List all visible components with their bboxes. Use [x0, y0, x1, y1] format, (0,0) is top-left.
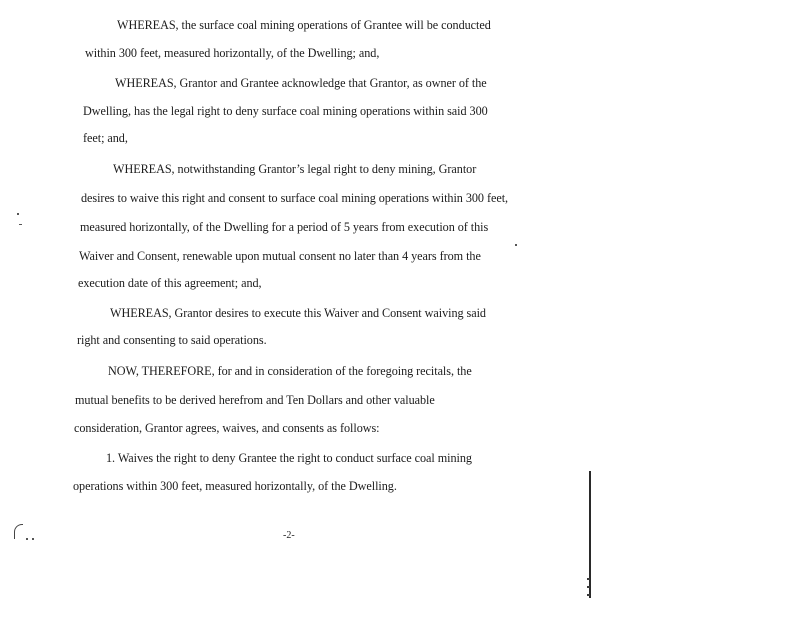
recital-3-line-5: execution date of this agreement; and, [78, 276, 262, 290]
recital-2-line-2: Dwelling, has the legal right to deny surface coal mining operations within said 300 [83, 104, 488, 118]
recital-1-line-1: WHEREAS, the surface coal mining operations of Grantee will be conducted [117, 18, 491, 32]
rule-tick [587, 586, 590, 588]
therefore-line-1: NOW, THEREFORE, for and in consideration of the foregoing recitals, the [108, 364, 472, 378]
scan-speck [32, 538, 34, 540]
scan-speck [515, 244, 517, 246]
scan-mark [14, 524, 23, 539]
recital-2-line-3: feet; and, [83, 131, 128, 145]
recital-1-line-2: within 300 feet, measured horizontally, of the Dwelling; and, [85, 46, 380, 60]
scan-speck [26, 538, 28, 540]
therefore-line-3: consideration, Grantor agrees, waives, and consents as follows: [74, 421, 380, 435]
recital-3-line-3: measured horizontally, of the Dwelling for a period of 5 years from execution of this [80, 220, 489, 234]
page-number: -2- [283, 530, 295, 541]
clause-1-line-2: operations within 300 feet, measured horizontally, of the Dwelling. [73, 479, 397, 493]
therefore-line-2: mutual benefits to be derived herefrom and Ten Dollars and other valuable [75, 393, 435, 407]
scan-speck [19, 224, 22, 225]
scan-speck [17, 213, 19, 215]
recital-3-line-4: Waiver and Consent, renewable upon mutual consent no later than 4 years from the [79, 249, 481, 263]
recital-4-line-1: WHEREAS, Grantor desires to execute this Waiver and Consent waiving said [110, 306, 486, 320]
rule-tick [587, 594, 590, 596]
recital-3-line-2: desires to waive this right and consent to surface coal mining operations within 300 feet, [81, 191, 509, 205]
recital-4-line-2: right and consenting to said operations. [77, 333, 267, 347]
recital-2-line-1: WHEREAS, Grantor and Grantee acknowledge that Grantor, as owner of the [115, 76, 487, 90]
clause-1-line-1: 1. Waives the right to deny Grantee the right to conduct surface coal mining [106, 451, 472, 465]
rule-tick [587, 578, 590, 580]
recital-3-line-1: WHEREAS, notwithstanding Grantor’s legal right to deny mining, Grantor [113, 162, 477, 176]
